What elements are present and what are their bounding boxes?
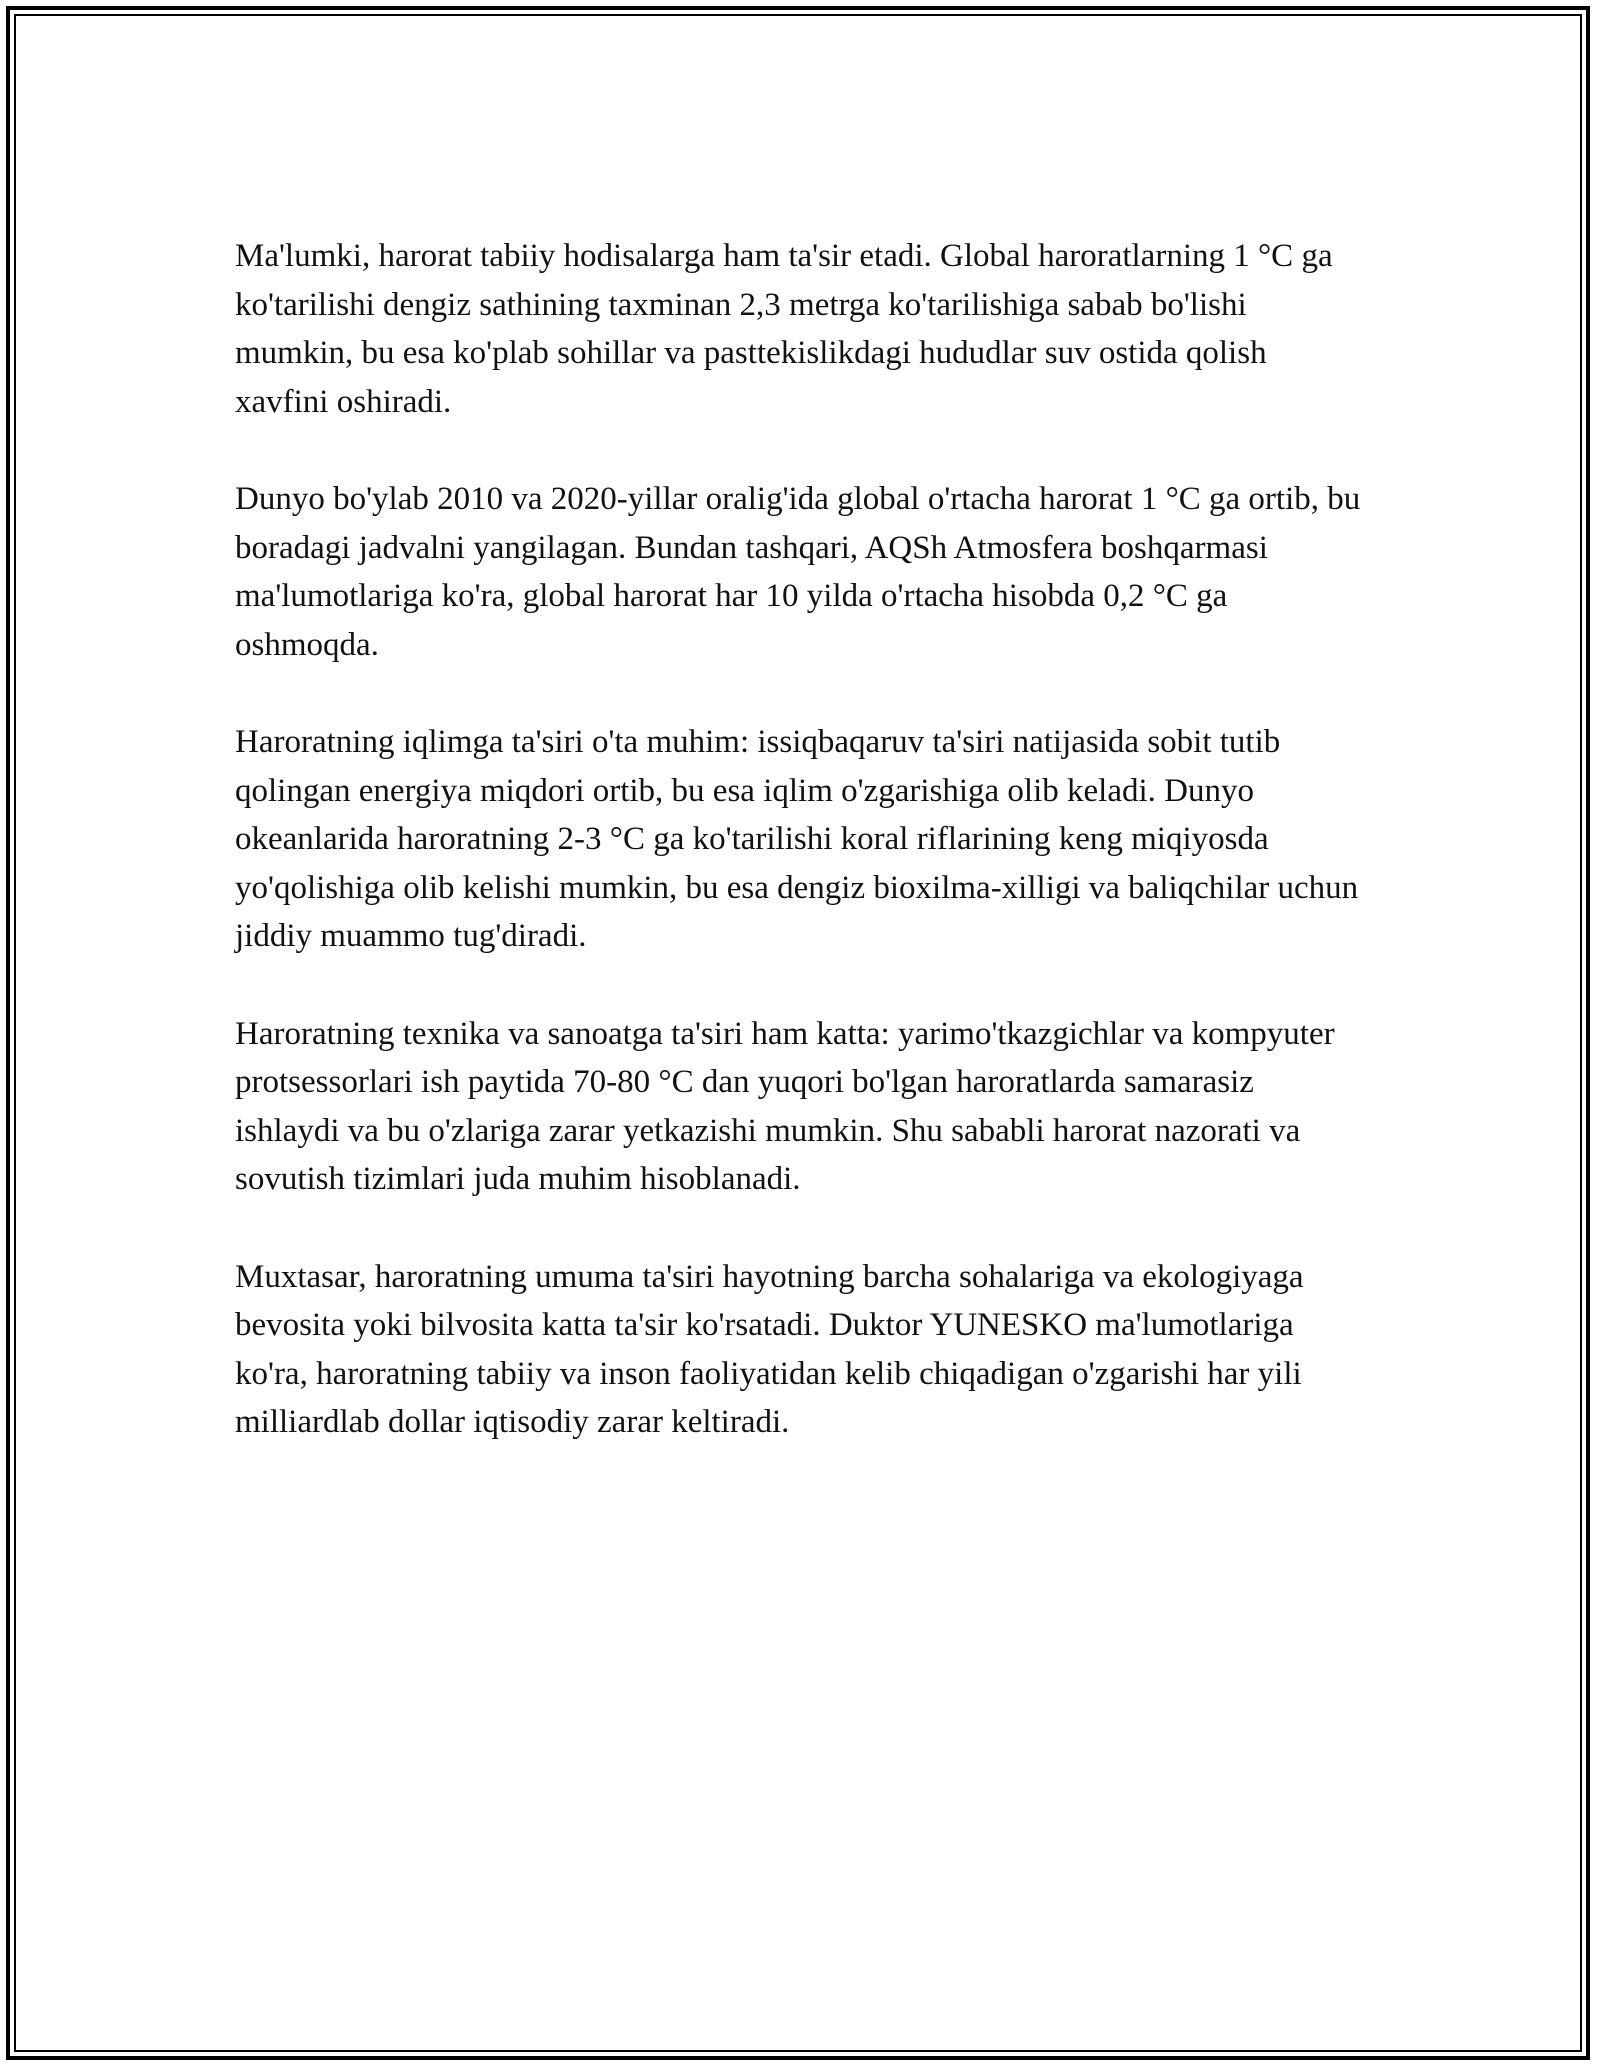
- paragraph-conclusion: Muxtasar, haroratning umuma ta'siri hayotning barcha sohalariga va ekologiyaga bevosita yoki bilvosita katta ta'sir ko'rsatadi. Duktor YUNESKO ma'lumotlariga ko'ra, haroratning tabiiy va inson faoliyatidan kelib chiqadigan o'zgarishi har yili milliardlab dollar iqtisodiy zarar keltiradi.: [235, 1258, 1304, 1440]
- paragraph-climate-impact: Haroratning iqlimga ta'siri o'ta muhim: issiqbaqaruv ta'siri natijasida sobit tutib qolingan energiya miqdori ortib, bu esa iqlim o'zgarishiga olib keladi. Dunyo okeanlarida haroratning 2-3 °C ga ko'tarilishi koral riflarining keng miqiyosda yo'qolishiga olib kelishi mumkin, bu esa dengiz bioxilma-xilligi va baliqchilar uchun jiddiy muammo tug'diradi.: [235, 724, 1359, 954]
- paragraph-global-temperature: Dunyo bo'ylab 2010 va 2020-yillar oralig'ida global o'rtacha harorat 1 °C ga ortib, bu boradagi jadvalni yangilagan. Bundan tashqari, AQSh Atmosfera boshqarmasi ma'lumotlariga ko'ra, global harorat har 10 yilda o'rtacha hisobda 0,2 °C ga oshmoqda.: [235, 481, 1361, 663]
- document-body: [235, 232, 1365, 1496]
- paragraph-technology-impact: Haroratning texnika va sanoatga ta'siri ham katta: yarimo'tkazgichlar va kompyuter protsessorlari ish paytida 70-80 °C dan yuqori bo'lgan haroratlarda samarasiz ishlaydi va bu o'zlariga zarar yetkazishi mumkin. Shu sababli harorat nazorati va sovutish tizimlari juda muhim hisoblanadi.: [235, 1015, 1335, 1197]
- paragraph-sea-level: Ma'lumki, harorat tabiiy hodisalarga ham ta'sir etadi. Global haroratlarning 1 °C ga ko'tarilishi dengiz sathining taxminan 2,3 metrga ko'tarilishiga sabab bo'lishi mumkin, bu esa ko'plab sohillar va pasttekislikdagi hududlar suv ostida qolish xavfini oshiradi.: [235, 238, 1333, 420]
